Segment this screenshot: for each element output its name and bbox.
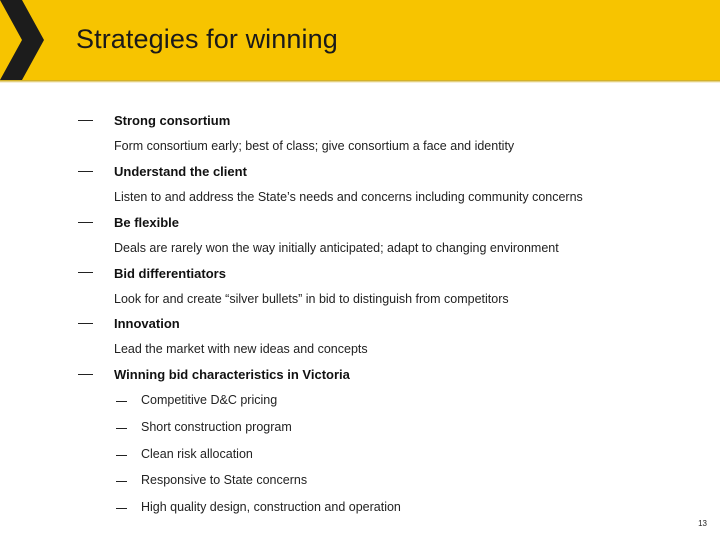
sub-item: High quality design, construction and operation	[141, 500, 401, 514]
page-number: 13	[698, 519, 707, 528]
item-description: Look for and create “silver bullets” in bid to distinguish from competitors	[114, 292, 509, 306]
item-description: Lead the market with new ideas and concepts	[114, 342, 368, 356]
bullet-dash	[78, 272, 93, 273]
item-heading: Innovation	[114, 316, 180, 331]
bullet-dash	[78, 171, 93, 172]
sub-bullet-dash	[116, 508, 127, 509]
item-heading: Winning bid characteristics in Victoria	[114, 367, 350, 382]
sub-item: Short construction program	[141, 420, 292, 434]
bullet-dash	[78, 222, 93, 223]
item-heading: Bid differentiators	[114, 266, 226, 281]
bullet-dash	[78, 374, 93, 375]
sub-bullet-dash	[116, 401, 127, 402]
sub-bullet-dash	[116, 481, 127, 482]
bullet-dash	[78, 120, 93, 121]
sub-bullet-dash	[116, 428, 127, 429]
title-bar-shadow	[0, 80, 720, 83]
sub-item: Responsive to State concerns	[141, 473, 308, 487]
sub-bullet-dash	[116, 455, 127, 456]
sub-item: Competitive D&C pricing	[141, 393, 278, 407]
item-heading: Understand the client	[114, 164, 247, 179]
item-description: Form consortium early; best of class; give consortium a face and identity	[114, 139, 515, 153]
bullet-dash	[78, 323, 93, 324]
chevron-logo-icon	[0, 0, 70, 80]
item-description: Deals are rarely won the way initially anticipated; adapt to changing environment	[114, 241, 559, 255]
sub-item: Clean risk allocation	[141, 447, 253, 461]
slide-title: Strategies for winning	[76, 24, 338, 54]
item-heading: Strong consortium	[114, 113, 231, 128]
item-heading: Be flexible	[114, 215, 180, 230]
item-description: Listen to and address the State’s needs and concerns including community concerns	[114, 190, 583, 204]
